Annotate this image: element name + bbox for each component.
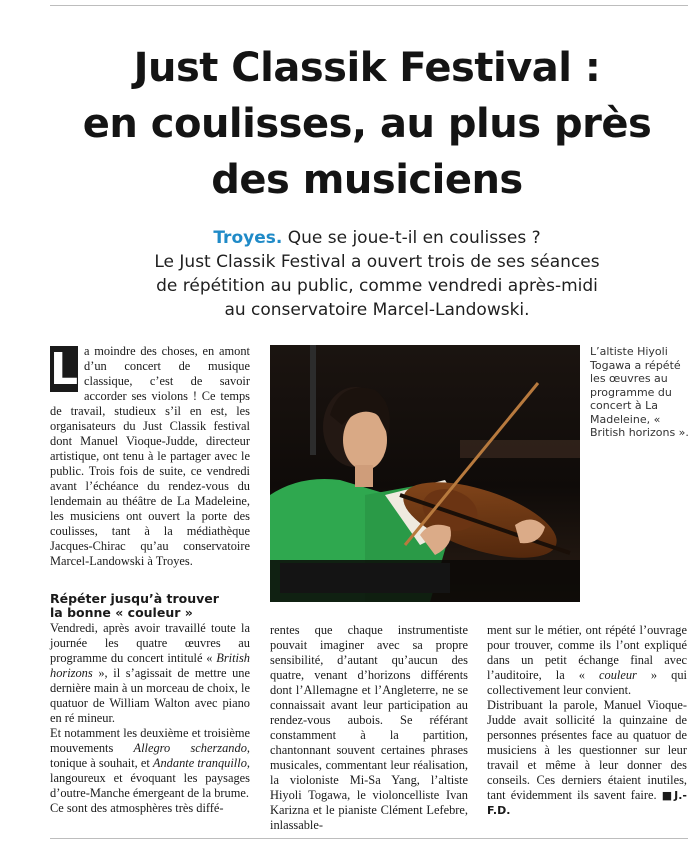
section-subhead [50,592,260,620]
author-signature: ■J.-F.D. [487,789,687,817]
bottom-rule [50,838,688,839]
lede-line-3: de répétition au public, comme vendredi après-midi [156,276,598,296]
col3-p1-emphasis: couleur [599,668,637,682]
lede-line-4: au conservatoire Marcel-Landowski. [224,300,530,320]
lede-line-2: Le Just Classik Festival a ouvert trois de ses séances [154,252,600,272]
lede-line-1: Que se joue-t-il en coulisses ? [282,228,541,248]
violist-photo [270,345,580,602]
col1-paragraph-2 [50,726,250,801]
col1-p2-text-c: , langoureux et évoquant les paysages d’outre-Manche émergeant de la brume. [50,756,250,800]
col1-p2-text-a: Et notamment les deuxième et troisième mouvements [50,726,250,755]
intro-text: a moindre des choses, en amont d’un concert de musique classique, c’est de savoir accorder ses violons ! Ce temps de travail, studieux s’il en est, les organisateurs du Just Classik festival dont Manuel Vioque-Judde, directeur artistique, ont tenu à le partager avec le public. Trois fois de suite, ce vendredi avant l’échéance du rendez-vous du lendemain au théâtre de La Madeleine, les musiciens ont ouvert la porte des coulisses, tant à la médiathèque Jacques-Chirac qu’au conservatoire Marcel-Landowski à Troyes. [50,344,250,568]
col3-p1-text-b: » qui collectivement leur convient. [487,668,687,697]
column-2: rentes que chaque instrumentiste pouvait imaginer avec sa propre sensibilité, d’autant qu’aucun des quatre, venant d’horizons différents dont l’Allemagne et l’Angleterre, ne se connaissait avant leur participation au rendez-vous aubois. Se référant constamment à la partition, chantonnant souvent certaines phrases musicales, commentant leur réalisation, la violoniste Mi-Sa Yang, l’altiste Hiyoli Togawa, le violoncelliste Ivan Karizna et le pianiste Clément Lefebre, inlassable- [270,623,468,832]
intro-paragraph [50,344,250,569]
col3-paragraph-1 [487,623,687,698]
col3-p1-text-a: ment sur le métier, ont répété l’ouvrage pour trouver, comme ils l’ont expliqué dans un petit échange final avec l’auditoire, la « [487,623,687,682]
top-rule [50,5,688,6]
column-3 [487,623,687,818]
column-1 [50,621,250,816]
subhead-line-2: la bonne « couleur » [50,605,193,620]
lede-city: Troyes. [213,228,283,248]
drop-cap: L [50,344,79,395]
col1-p1-emphasis: British horizons [50,651,250,680]
article-photo [270,345,580,602]
col1-p1-text-a: Vendredi, après avoir travaillé toute la journée les quatre œuvres au programme du concert intitulé « [50,621,250,665]
headline-line-2: en coulisses, au plus près [82,101,652,147]
col1-p2-emphasis-1: Allegro scherzando [133,741,247,755]
subhead-line-1: Répéter jusqu’à trouver [50,591,219,606]
photo-caption: L’altiste Hiyoli Togawa a répété les œuvres au programme du concert à La Madeleine, « British horizons ». [590,345,689,439]
headline [40,40,694,208]
lede [60,226,694,322]
col1-paragraph-3: Ce sont des atmosphères très diffé- [50,801,224,815]
headline-line-1: Just Classik Festival : [133,45,601,91]
col1-p2-text-b: , tonique à souhait, et [50,741,250,770]
headline-line-3: des musiciens [211,157,523,203]
col1-paragraph-1 [50,621,250,726]
col3-p2-text: Distribuant la parole, Manuel Vioque-Judde avait sollicité la quinzaine de personnes présentes face au quatuor de musiciens à les questionner sur leur travail et même à leur donner des conseils. Ces derniers étaient inutiles, tant évidemment ils savent faire. [487,698,687,802]
col3-paragraph-2 [487,698,687,818]
col1-p2-emphasis-2: Andante tranquillo [152,756,247,770]
col1-p1-text-b: », il s’agissait de mettre une dernière main à un morceau de choix, le quatuor de William Walton avec piano en ré mineur. [50,666,250,725]
